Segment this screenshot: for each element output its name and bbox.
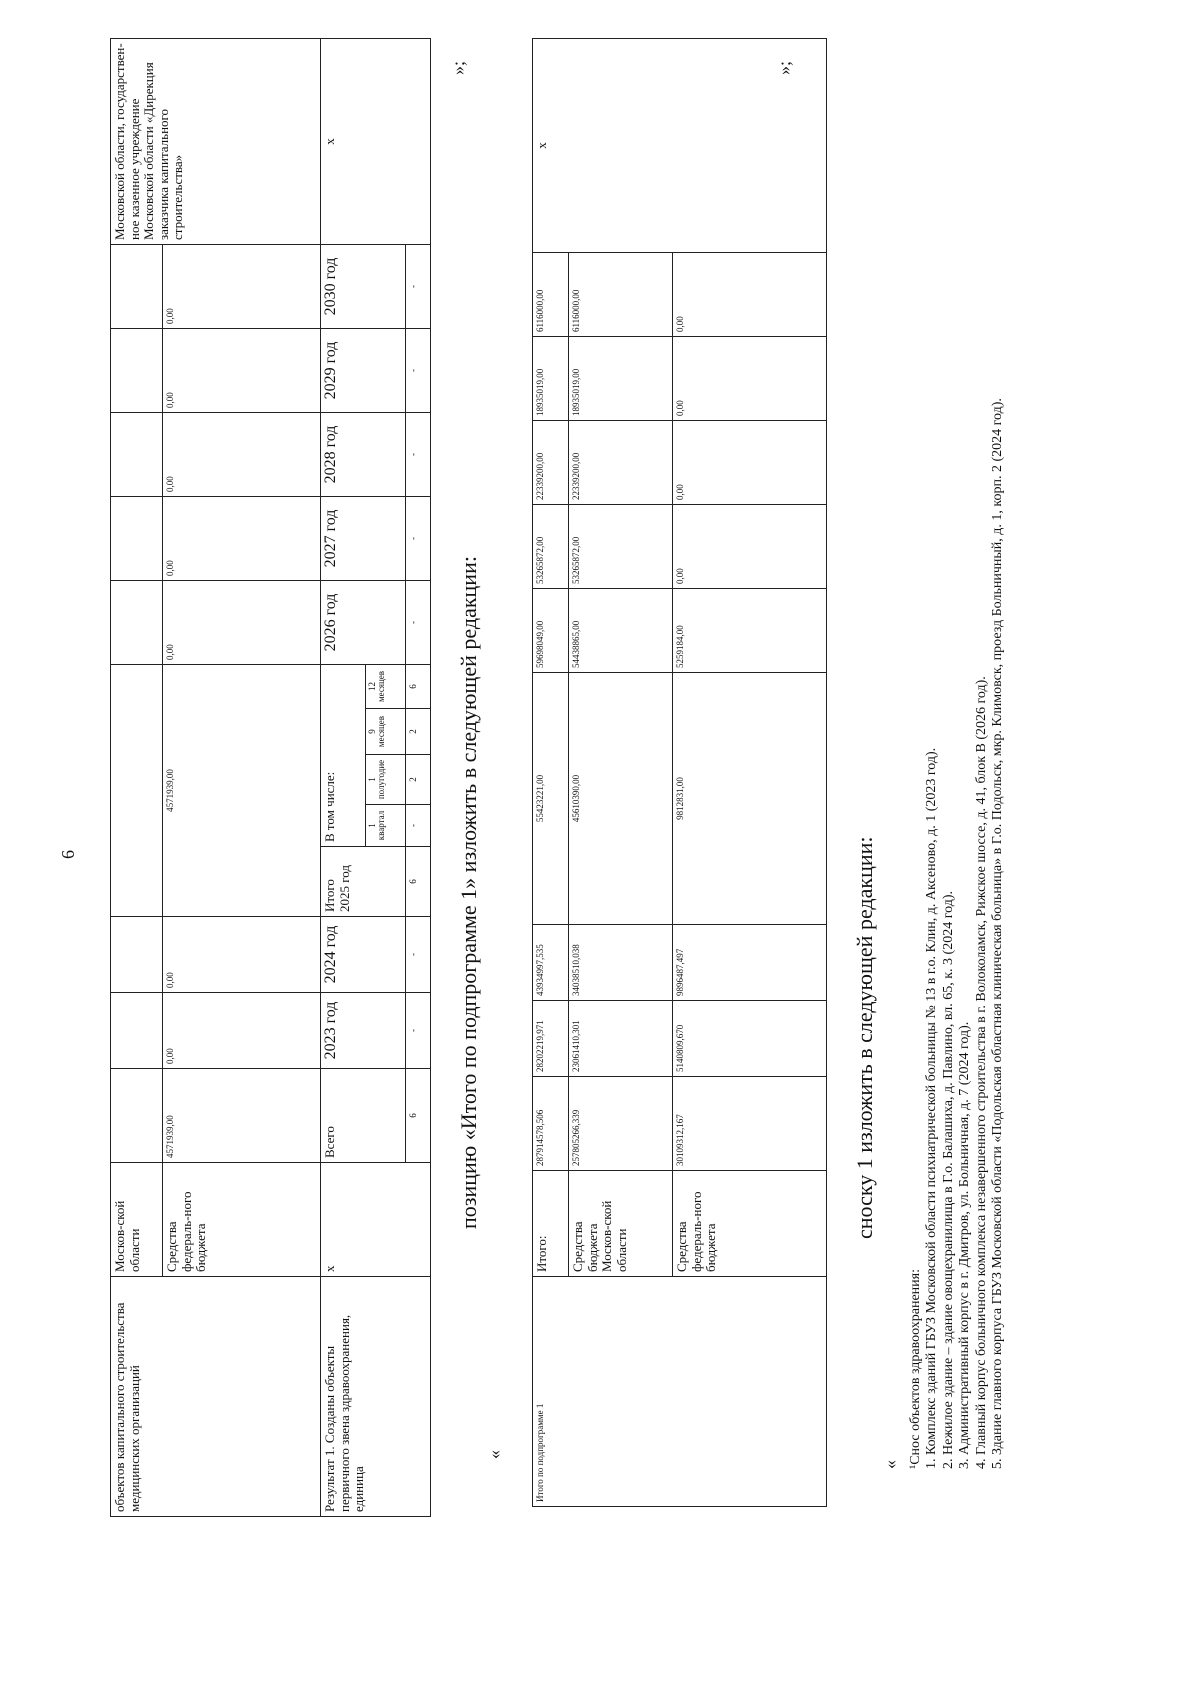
heading-total-subprogram: позицию «Итого по подпрограмме 1» изложить в следующей редакции: [456,556,481,1229]
v-2027: - [406,496,431,580]
h-2029: 2029 год [321,328,406,412]
bottom-name-cell: Итого по подпрограмме 1 [533,1277,827,1507]
h-including: В том числе: [321,664,366,846]
h-h1: 1 полугодие [366,755,406,805]
fed-2024: 0,00 [163,917,321,993]
row0-2026: 59698049,00 [533,589,569,673]
footnote-item: 3. Административный корпус в г. Дмитров, ул. Больничная, д. 7 (2024 год). [957,1021,973,1469]
v-2028: - [406,412,431,496]
footnote-item: 1. Комплекс зданий ГБУЗ Московской области психиатрической больницы № 13 в г.о. Клин, д. Аксеново, д. 1 (2023 год). [924,747,940,1469]
source-mo-cell: Москов-ской области [111,1163,163,1277]
fed-2026: 0,00 [163,580,321,664]
footnote-block [908,59,1006,1469]
v-q1: - [406,805,431,847]
h-m9: 9 месяцев [366,709,406,755]
row1-2024: 34038510,038 [569,925,673,1001]
row1-2023: 23061410,301 [569,1001,673,1077]
row0-2024: 43934997,535 [533,925,569,1001]
h-2023: 2023 год [321,993,406,1069]
row0-2028: 22339200,00 [533,421,569,505]
top-table [110,38,431,1517]
open-quote-1: « [484,1450,504,1459]
close-quote-1: »; [448,60,468,75]
h-itogo: Итого 2025 год [321,847,406,917]
close-quote-2: »; [774,60,794,75]
v-2024: - [406,917,431,993]
row2-2028: 0,00 [673,421,827,505]
result-x-1: x [321,1163,431,1277]
h-q1: 1 квартал [366,805,406,847]
row2-2027: 0,00 [673,505,827,589]
result-x-3: x [321,38,431,244]
row2-2029: 0,00 [673,337,827,421]
v-h1: 2 [406,755,431,805]
row0-2025: 55423221,00 [533,673,569,925]
v-2023: - [406,993,431,1069]
row1-2030: 6116000,00 [569,253,673,337]
row2-2026: 5259184,00 [673,589,827,673]
row2-2024: 9896487,497 [673,925,827,1001]
v-itogo: 6 [406,847,431,917]
fed-2025: 4571939,00 [163,664,321,916]
source-fed-cell: Средства федераль-ного бюджета [163,1163,321,1277]
row0-2027: 53265872,00 [533,505,569,589]
h-2030: 2030 год [321,244,406,328]
row1-2028: 22339200,00 [569,421,673,505]
fed-2023: 0,00 [163,993,321,1069]
fed-2027: 0,00 [163,496,321,580]
row-label-2: Средства федераль-ного бюджета [673,1171,827,1277]
row2-2025: 9812831,00 [673,673,827,925]
footnote-item: 4. Главный корпус больничного комплекса незавершенного строительства в г. Волоколамск, Рижское шоссе, д. 41, блок В (2026 год). [973,676,989,1469]
v-2026: - [406,580,431,664]
result-name-cell: Результат 1. Созданы объекты первичного звена здравоохранения, единица [321,1277,431,1517]
bottom-x: x [533,39,827,253]
fed-2030: 0,00 [163,244,321,328]
h-m12: 12 месяцев [366,664,406,708]
v-2029: - [406,328,431,412]
row1-2025: 45610390,00 [569,673,673,925]
h-2024: 2024 год [321,917,406,993]
row-label-1: Средства бюджета Москов-ской области [569,1171,673,1277]
footnote-item: 2. Нежилое здание – здание овощехранилища в Г.о. Балашиха, д. Павлино, вл. 65, к. 3 (2024 год). [940,891,956,1469]
heading-footnote: сноску 1 изложить в следующей редакции: [852,836,877,1239]
h-2026: 2026 год [321,580,406,664]
h-2028: 2028 год [321,412,406,496]
row2-2023: 5140809,670 [673,1001,827,1077]
fed-2028: 0,00 [163,412,321,496]
row0-total: 287914578,506 [533,1077,569,1171]
footnote-intro: ¹Снос объектов здравоохранения: [908,1269,923,1469]
customer-cell: Московской области, государствен-ное казенное учреждение Московской области «Дирекция заказчика капитального строительства» [111,38,321,244]
row2-total: 30109312,167 [673,1077,827,1171]
h-total: Всего [321,1069,406,1163]
row0-2023: 28202219,971 [533,1001,569,1077]
v-m9: 2 [406,709,431,755]
object-name-cell: объектов капитального строительства медицинских организаций [111,1277,321,1517]
v-m12: 6 [406,664,431,708]
row1-total: 257805266,339 [569,1077,673,1171]
row1-2029: 18935019,00 [569,337,673,421]
v-2030: - [406,244,431,328]
row1-2026: 54438865,00 [569,589,673,673]
h-2027: 2027 год [321,496,406,580]
page-number: 6 [58,850,78,859]
row2-2030: 0,00 [673,253,827,337]
row0-2030: 6116000,00 [533,253,569,337]
row0-2029: 18935019,00 [533,337,569,421]
v-total: 6 [406,1069,431,1163]
row-label-0: Итого: [533,1171,569,1277]
fed-total: 4571939,00 [163,1069,321,1163]
footnote-item: 5. Здание главного корпуса ГБУЗ Московской области «Подольская областная клиническая больница» в Г.о. Подольск, мкр. Климовск, проезд Больничный, д. 1, корп. 2 (2024 год). [989,398,1005,1469]
bottom-table [532,38,827,1507]
fed-2029: 0,00 [163,328,321,412]
open-quote-2: « [880,1460,900,1469]
row1-2027: 53265872,00 [569,505,673,589]
